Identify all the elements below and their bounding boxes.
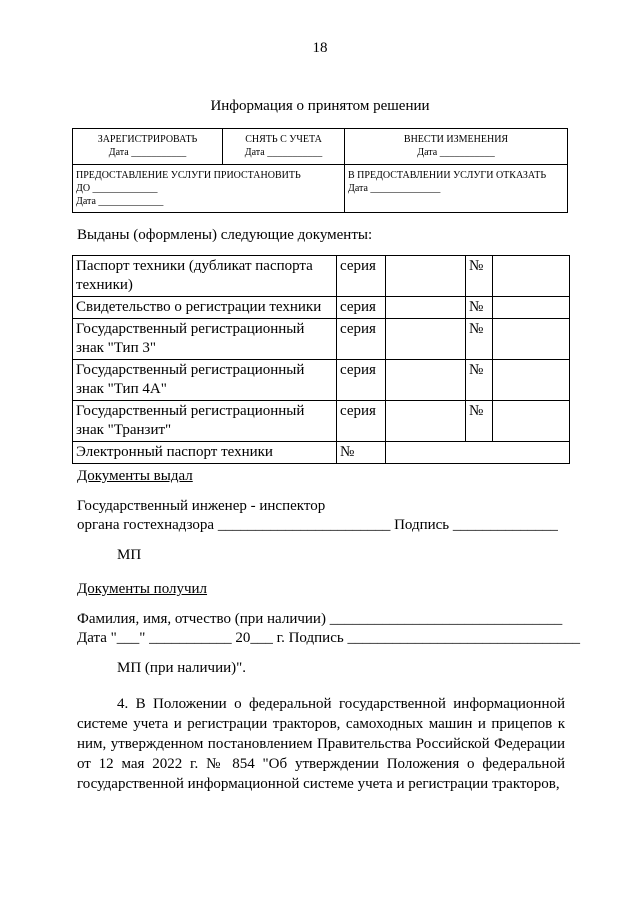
doc-series-value [386,256,466,297]
suspend-cell [73,165,345,213]
doc-number-value [493,297,570,319]
table-row [73,256,570,297]
doc-series-value [386,360,466,401]
doc-number-value [493,256,570,297]
received-by-name-line: Фамилия, имя, отчество (при наличии) _______________________________ [77,611,563,627]
doc-number-value [493,360,570,401]
doc-number-label: № [466,319,493,360]
doc-series-label: серия [337,360,386,401]
deregister-label: СНЯТЬ С УЧЕТА [245,134,322,145]
doc-series-label: серия [337,297,386,319]
body-paragraph: 4. В Положении о федеральной государственной информационной системе учета и регистрации тракторов, самоходных машин и прицепов к ним, утвержденном постановлением Правительства Российской Федерации от 12 мая 2022 г. № 854 "Об утверждении Положения о федеральной государственной информационной системе учета и регистрации тракторов, [77,696,565,792]
doc-number-label: № [466,401,493,442]
page-number: 18 [312,40,328,56]
register-label: ЗАРЕГИСТРИРОВАТЬ [97,134,198,145]
received-by-heading: Документы получил [77,581,208,597]
issued-by-signature-line: органа гостехнадзора _______________________ Подпись ______________ [77,517,558,533]
doc-series-label: серия [337,401,386,442]
doc-number-label: № [466,256,493,297]
doc-number-label: № [466,360,493,401]
issued-by-position: Государственный инженер - инспектор [77,498,326,514]
suspend-until: ДО _____________ [76,183,158,194]
documents-table [72,255,570,464]
doc-number-value [386,442,570,464]
doc-number-label: № [337,442,386,464]
received-by-signature-line: Дата "___" ___________ 20___ г. Подпись _______________________________ [77,630,580,646]
suspend-date: Дата _____________ [76,196,164,207]
doc-series-value [386,319,466,360]
refuse-cell [345,165,568,213]
issued-stamp: МП [117,547,142,563]
amend-label: ВНЕСТИ ИЗМЕНЕНИЯ [403,134,509,145]
doc-series-label: серия [337,319,386,360]
doc-name: Государственный регистрационный знак "Тип 4А" [73,360,337,401]
doc-number-value [493,319,570,360]
register-cell [73,129,223,165]
table-row [73,442,570,464]
suspend-label: ПРЕДОСТАВЛЕНИЕ УСЛУГИ ПРИОСТАНОВИТЬ [76,170,301,181]
refuse-label: В ПРЕДОСТАВЛЕНИИ УСЛУГИ ОТКАЗАТЬ [348,170,547,181]
page-title: Информация о принятом решении [210,98,430,114]
refuse-date: Дата ______________ [348,183,441,194]
deregister-cell [223,129,345,165]
issued-heading: Выданы (оформлены) следующие документы: [77,227,373,243]
deregister-date: Дата ___________ [244,147,323,158]
issued-by-heading: Документы выдал [77,468,193,484]
doc-name: Свидетельство о регистрации техники [73,297,337,319]
doc-series-label: серия [337,256,386,297]
doc-number-label: № [466,297,493,319]
table-row [73,360,570,401]
doc-number-value [493,401,570,442]
received-stamp: МП (при наличии)". [117,660,247,676]
table-row [73,319,570,360]
doc-name: Государственный регистрационный знак "Тип 3" [73,319,337,360]
doc-name: Государственный регистрационный знак "Транзит" [73,401,337,442]
amend-date: Дата ___________ [417,147,495,158]
table-row [73,297,570,319]
doc-name: Паспорт техники (дубликат паспорта техники) [73,256,337,297]
decision-table [72,128,568,213]
doc-series-value [386,401,466,442]
table-row [73,401,570,442]
doc-series-value [386,297,466,319]
amend-cell [345,129,568,165]
register-date: Дата ___________ [108,147,187,158]
doc-name: Электронный паспорт техники [73,442,337,464]
